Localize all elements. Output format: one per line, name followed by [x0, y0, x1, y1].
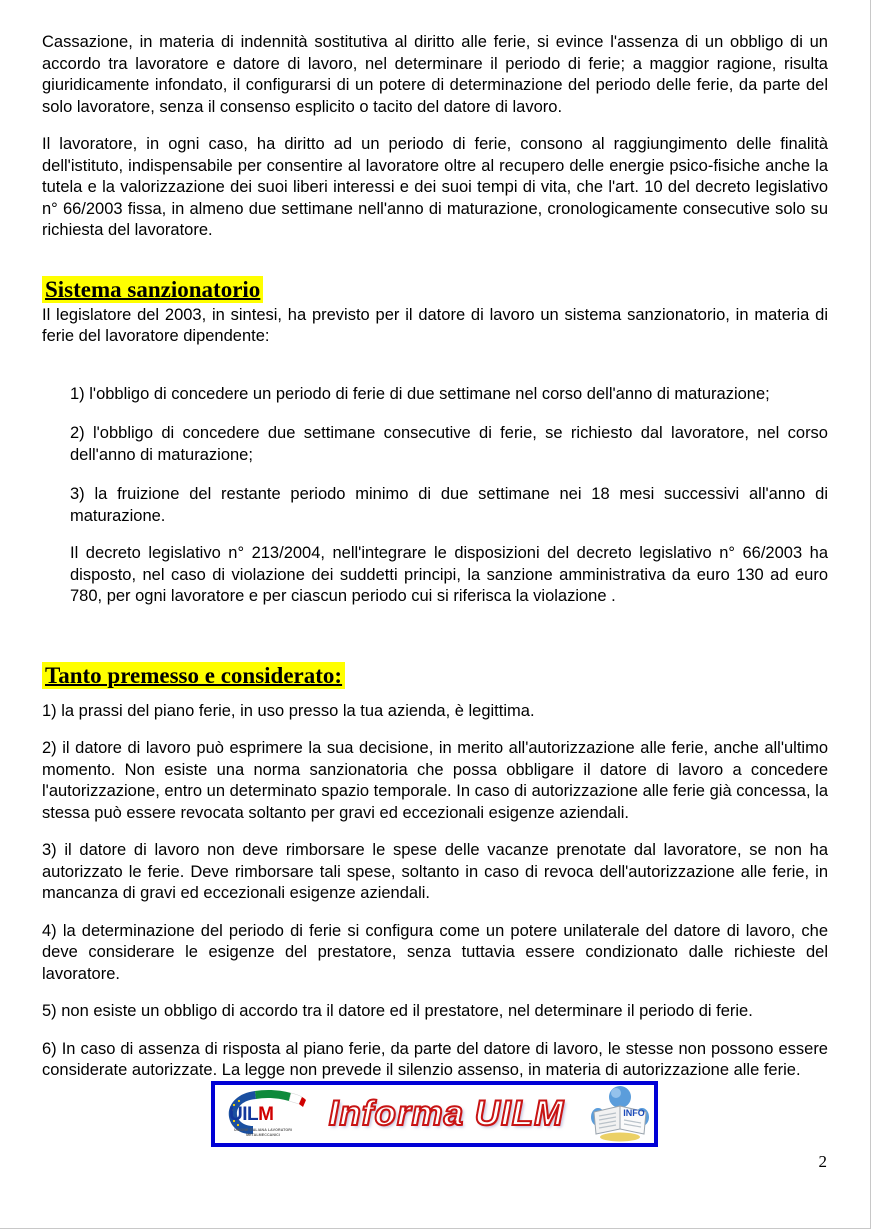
info-newspaper-icon	[586, 1084, 654, 1144]
document-body	[42, 32, 828, 1098]
spacer	[42, 624, 828, 654]
heading-sistema-sanzionatorio-text: Sistema sanzionatorio	[42, 276, 263, 303]
conclusion-item: 3) il datore di lavoro non deve rimborsare le spese delle vacanze prenotate dal lavoratore, se non ha autorizzato le ferie. Deve rimborsare tali spese, soltanto in caso di revoca dell'autorizzazione alle ferie, in mancanza di gravi ed eccezionali esigenze aziendali.	[42, 841, 828, 902]
banner-title: Informa UILM	[328, 1094, 565, 1133]
info-label: INFO	[623, 1108, 645, 1118]
paragraph-decreto-213-2004: Il decreto legislativo n° 213/2004, nell'integrare le disposizioni del decreto legislativo n° 66/2003 ha disposto, nel caso di violazione dei suddetti principi, la sanzione amministrativa da euro 130 ad euro 780, per ogni lavoratore e per ciascun periodo cui si riferisca la violazione .	[70, 544, 828, 605]
spacer	[42, 258, 828, 268]
info-reader-icon	[586, 1084, 654, 1144]
heading-tanto-premesso	[42, 662, 828, 689]
paragraph-cassazione: Cassazione, in materia di indennità sostitutiva al diritto alle ferie, si evince l'assenza di un obbligo di un accordo tra lavoratore e datore di lavoro, nel determinare il periodo di ferie; a maggior ragione, risulta giuridicamente infondato, il configurarsi di un potere di determinazione del periodo delle ferie, da parte del solo lavoratore, senza il consenso esplicito o tacito del datore di lavoro.	[42, 33, 828, 116]
uilm-acronym-uil: UIL	[229, 1104, 259, 1125]
conclusion-item: 5) non esiste un obbligo di accordo tra il datore ed il prestatore, nel determinare il periodo di ferie.	[42, 1002, 753, 1020]
uilm-acronym	[229, 1105, 273, 1124]
conclusion-item: 6) In caso di assenza di risposta al piano ferie, da parte del datore di lavoro, le stesse non possono essere considerate autorizzate. La legge non prevede il silenzio assenso, in materia di autorizzazione alle ferie.	[42, 1039, 828, 1079]
list-item: 2) l'obbligo di concedere due settimane consecutive di ferie, se richiesto dal lavoratore, nel corso dell'anno di maturazione;	[70, 424, 828, 464]
paragraph-legislatore-2003: Il legislatore del 2003, in sintesi, ha previsto per il datore di lavoro un sistema sanzionatorio, in materia di ferie del lavoratore dipendente:	[42, 305, 828, 345]
uilm-logo	[215, 1085, 307, 1143]
heading-sistema-sanzionatorio	[42, 276, 828, 303]
conclusion-item: 1) la prassi del piano ferie, in uso presso la tua azienda, è legittima.	[42, 701, 535, 720]
uilm-subtitle: UNIONE ITALIANA LAVORATORI METALMECCANICI	[233, 1128, 293, 1137]
footer-banner	[211, 1081, 658, 1147]
list-item: 1) l'obbligo di concedere un periodo di ferie di due settimane nel corso dell'anno di maturazione;	[70, 384, 770, 403]
list-item: 3) la fruizione del restante periodo minimo di due settimane nei 18 mesi successivi all'anno di maturazione.	[70, 485, 828, 525]
spacer	[42, 691, 828, 701]
paragraph-lavoratore: Il lavoratore, in ogni caso, ha diritto ad un periodo di ferie, consono al raggiungimento delle finalità dell'istituto, indispensabile per consentire al lavoratore oltre al recupero delle energie psico-fisiche anche la tutela e la valorizzazione dei suoi liberi interessi e dei suoi tempi di vita, che l'art. 10 del decreto legislativo n° 66/2003 fissa, in almeno due settimane nell'anno di maturazione, cronologicamente consecutive solo su richiesta del lavoratore.	[42, 135, 828, 239]
conclusion-item: 2) il datore di lavoro può esprimere la sua decisione, in merito all'autorizzazione alle ferie, anche all'ultimo momento. Non esiste una norma sanzionatoria che possa obbligare il datore di lavoro a concedere l'autorizzazione, entro un determinato spazio temporale. In caso di autorizzazione alle ferie già concessa, la stessa può essere revocata soltanto per gravi ed eccezionali esigenze aziendali.	[42, 739, 828, 822]
heading-tanto-premesso-text: Tanto premesso e considerato:	[42, 662, 345, 689]
conclusion-item: 4) la determinazione del periodo di ferie si configura come un potere unilaterale del datore di lavoro, che deve considerare le esigenze del prestatore, senza tuttavia essere condizionato dalle richieste del lavoratore.	[42, 921, 828, 983]
uilm-acronym-m: M	[258, 1104, 274, 1125]
spacer	[42, 362, 828, 384]
page-number: 2	[818, 1152, 827, 1171]
